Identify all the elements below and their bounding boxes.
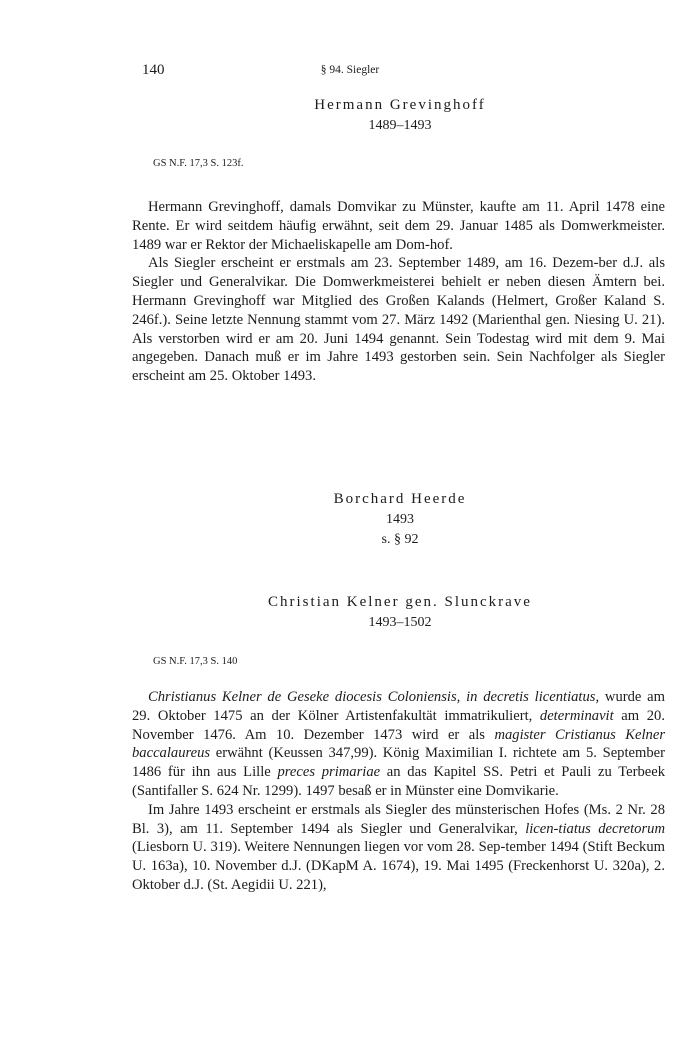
paragraph: Als Siegler erscheint er erstmals am 23. September 1489, am 16. Dezem-ber d.J. als Siegler und Generalvikar. Die Domwerkmeisterei behielt er neben diesen Ämtern bei. Hermann Grevinghoff war Mitglied des Großen Kalands (Helmert, Großer Kaland S. 246f.). Seine letzte Nennung stammt vom 27. März 1492 (Marienthal gen. Niesing U. 21). Als verstorben wird er am 20. Juni 1494 genannt. Sein Todestag wird mit dem 9. Mai angegeben. Danach muß er im Jahre 1493 gestorben sein. Sein Nachfolger als Siegler erscheint am 25. Oktober 1493. — [132, 255, 665, 385]
latin-term: preces primariae — [277, 764, 381, 781]
entry-title-grevinghoff: Hermann Grevinghoff — [314, 97, 486, 113]
paragraph: Christianus Kelner de Geseke diocesis Coloniensis, in decretis licentiatus, wurde am 29. Oktober 1475 an der Kölner Artistenfakultät immatrikuliert, determinavit am 20. November 1476. Am 10. Dezember 1473 wird er als magister Cristianus Kelner baccalaureus erwähnt (Keussen 347,99). König Maximilian I. richtete am 5. September 1486 für ihn aus Lille preces primariae an das Kapitel SS. Petri et Pauli zu Terbeek (Santifaller S. 624 Nr. 1299). 1497 besaß er in Münster eine Domvikarie. — [132, 689, 666, 799]
latin-quote: Christianus Kelner de Geseke diocesis Coloniensis, in decretis licentiatus, — [148, 689, 600, 705]
latin-quote: magister Cristianus Kelner baccalaureus — [132, 726, 666, 762]
source-reference: GS N.F. 17,3 S. 140 — [153, 656, 238, 667]
latin-term: licen-tiatus decretorum — [525, 820, 665, 837]
entry-body-grevinghoff — [132, 198, 665, 386]
paragraph: Hermann Grevinghoff, damals Domvikar zu Münster, kaufte am 11. April 1478 eine Rente. Er wird seitdem häufig erwähnt, seit dem 29. Januar 1485 als Domwerkmeister. 1489 war er Rektor der Michaeliskapelle am Dom-hof. — [132, 199, 665, 253]
entry-body-kelner — [132, 688, 665, 895]
entry-title-kelner: Christian Kelner gen. Slunckrave — [268, 594, 532, 610]
running-head: § 94. Siegler — [320, 64, 380, 76]
source-reference: GS N.F. 17,3 S. 123f. — [153, 158, 244, 169]
entry-years-grevinghoff: 1489–1493 — [368, 118, 432, 133]
paragraph: Im Jahre 1493 erscheint er erstmals als Siegler des münsterischen Hofes (Ms. 2 Nr. 28 Bl. 3), am 11. September 1494 als Siegler und Generalvikar, licen-tiatus decretorum (Liesborn U. 319). Weitere Nennungen liegen vor vom 28. Sep-tember 1494 (Stift Beckum U. 163a), 10. November d.J. (DKapM A. 1674), 19. Mai 1495 (Freckenhorst U. 320a), 2. Oktober d.J. (St. Aegidii U. 221), — [132, 801, 665, 893]
cross-reference: s. § 92 — [381, 532, 419, 547]
entry-years-heerde: 1493 — [386, 512, 414, 527]
entry-title-heerde: Borchard Heerde — [333, 491, 467, 507]
latin-term: determinavit — [539, 707, 614, 724]
page-number: 140 — [142, 62, 165, 78]
entry-years-kelner: 1493–1502 — [368, 615, 432, 630]
